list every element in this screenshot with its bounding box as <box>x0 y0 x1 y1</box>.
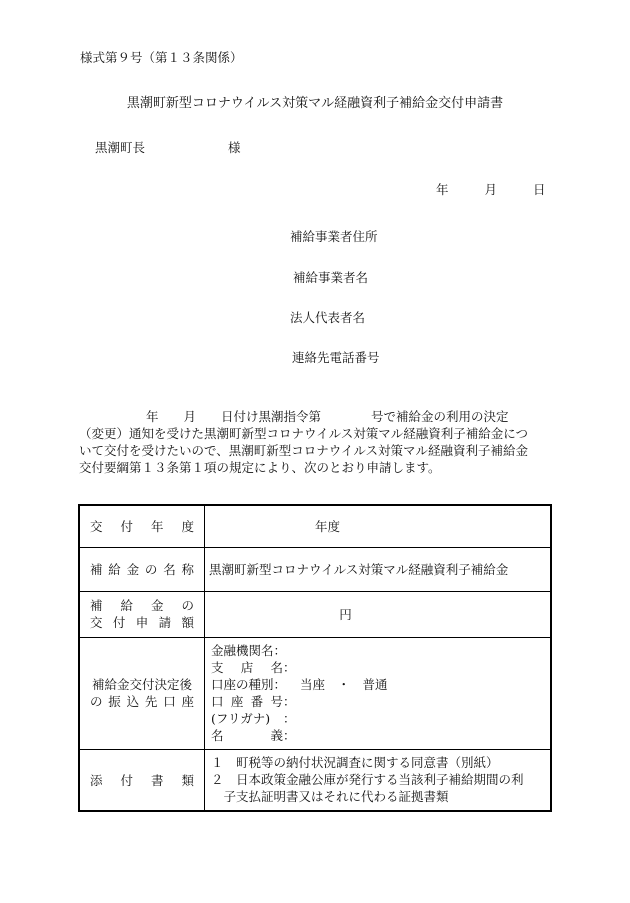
statement-line: いて交付を受けたいので、黒潮町新型コロナウイルス対策マル経融資利子補給金 <box>79 443 529 458</box>
fiscal-year-label: 交 付 年 度 <box>79 505 205 547</box>
addressee: 黒潮町長 <box>95 140 146 155</box>
table-row <box>79 591 551 637</box>
applicant-address-label: 補給事業者住所 <box>290 229 378 244</box>
transfer-account-label: 補給金交付決定後 の 振 込 先 口 座 <box>79 637 205 749</box>
date-day: 日 <box>532 182 546 197</box>
application-statement <box>79 408 547 476</box>
addressee-honorific: 様 <box>228 140 241 155</box>
account-type-field[interactable]: 口座の種別 ： 当座 ・ 普通 <box>211 677 388 692</box>
account-holder-field[interactable]: 名 義 ： <box>211 728 296 743</box>
table-row <box>79 749 551 811</box>
application-table <box>78 504 552 812</box>
fiscal-year-field[interactable]: 年度 <box>205 505 552 547</box>
table-row <box>79 637 551 749</box>
date-month: 月 <box>484 182 497 197</box>
transfer-account-fields[interactable] <box>205 637 552 749</box>
furigana-field[interactable]: (フリガナ) ： <box>211 711 296 726</box>
table-row <box>79 547 551 591</box>
document-title: 黒潮町新型コロナウイルス対策マル経融資利子補給金交付申請書 <box>126 96 504 111</box>
attachment-item: 子支払証明書又はそれに代わる証拠書類 <box>211 789 449 805</box>
date-line <box>436 180 545 198</box>
applicant-name-label: 補給事業者名 <box>293 270 369 285</box>
attachments-label: 添 付 書 類 <box>79 749 205 811</box>
date-year: 年 <box>436 182 449 197</box>
branch-field[interactable]: 支 店 名 ： <box>211 660 296 675</box>
application-amount-field[interactable]: 円 <box>205 591 552 637</box>
application-amount-label: 補 給 金 の 交 付 申 請 額 <box>79 591 205 637</box>
phone-label: 連絡先電話番号 <box>292 350 380 365</box>
account-type-options[interactable]: 当座 ・ 普通 <box>300 677 388 692</box>
table-row <box>79 505 551 547</box>
statement-line: （変更）通知を受けた黒潮町新型コロナウイルス対策マル経融資利子補給金につ <box>79 426 529 441</box>
attachments-list <box>205 749 552 811</box>
statement-line: 交付要綱第１３条第１項の規定により、次のとおり申請します。 <box>79 460 441 475</box>
bank-name-field[interactable]: 金融機関名 ： <box>211 643 287 658</box>
representative-label: 法人代表者名 <box>290 310 366 325</box>
account-number-field[interactable]: 口 座 番 号 ： <box>211 694 296 709</box>
statement-line: 年 月 日付け黒潮指令第 号で補給金の利用の決定 <box>146 409 509 424</box>
subsidy-name-value: 黒潮町新型コロナウイルス対策マル経融資利子補給金 <box>205 547 552 591</box>
attachment-item: ２ 日本政策金融公庫が発行する当該利子補給期間の利 <box>211 772 524 788</box>
attachment-item: １ 町税等の納付状況調査に関する同意書（別紙） <box>211 755 499 771</box>
subsidy-name-label: 補 給 金 の 名 称 <box>79 547 205 591</box>
form-number: 様式第９号（第１３条関係） <box>80 50 243 65</box>
